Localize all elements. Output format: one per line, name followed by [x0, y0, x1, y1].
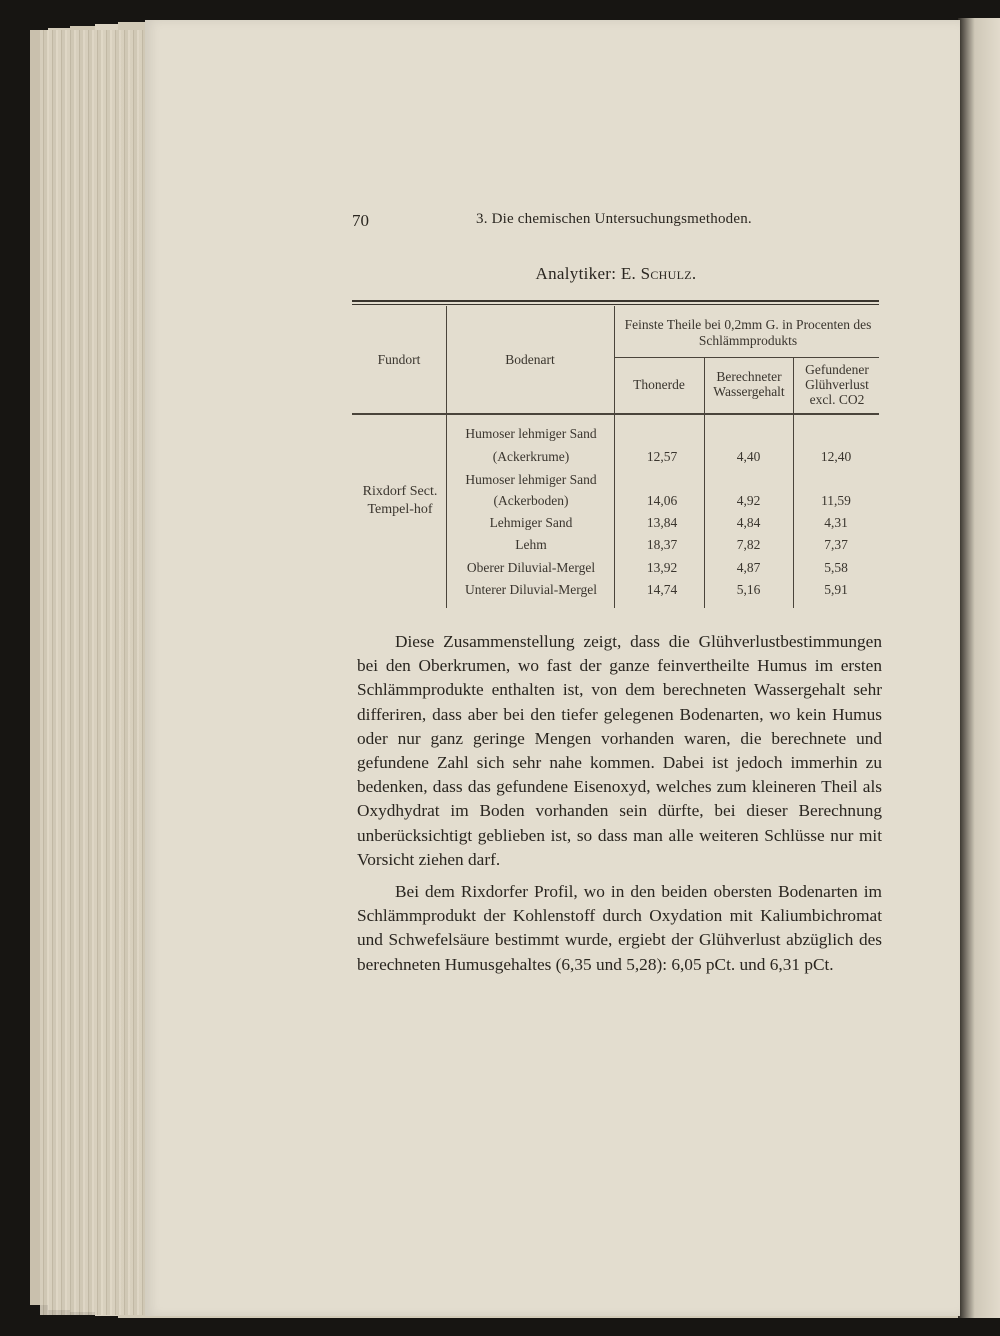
row5-gluehverlust: 5,58 [824, 560, 848, 575]
row5-thonerde: 13,92 [646, 560, 678, 575]
row4-gluehverlust: 7,37 [824, 537, 848, 552]
row2-wasser: 4,92 [736, 493, 761, 508]
table-header-rule [352, 413, 879, 415]
row4-thonerde: 18,37 [646, 537, 678, 552]
row1-wasser: 4,40 [736, 449, 761, 464]
running-title: 3. Die chemischen Untersuchungsmethoden. [476, 211, 752, 227]
th-gluehverlust: Gefundener Glühverlust excl. CO2 [805, 362, 869, 407]
row3-bodenart: Lehmiger Sand [489, 515, 573, 530]
row2-bodenart-2: (Ackerboden) [493, 493, 569, 508]
row4-bodenart: Lehm [515, 537, 547, 552]
th-group-text: Feinste Theile bei 0,2mm G. in Procenten des Schlämmprodukts [624, 317, 872, 348]
analyst-label: Analytiker: [535, 264, 617, 283]
page-number: 70 [352, 211, 369, 230]
table-subheader-rule [614, 357, 879, 358]
row6-gluehverlust: 5,91 [824, 582, 848, 597]
row2-thonerde: 14,06 [646, 493, 678, 508]
row3-wasser: 4,84 [736, 515, 761, 530]
paragraph-1: Diese Zusammenstellung zeigt, dass die Glühverlustbestimmungen bei den Oberkrumen, wo fast der ganze feinvertheilte Humus im ersten Schlämmprodukte enthalten ist, von dem berechneten Wassergehalt sehr differiren, dass aber bei den tiefer gelegenen Bodenarten, wo kein Humus oder nur ganz geringe Mengen vorhanden waren, die berechnete und gefundene Zahl sich sehr nahe kommen. Dabei ist jedoch immerhin zu bedenken, dass das gefundene Eisenoxyd, welches zum kleineren Theil als Oxydhydrat im Boden vorhanden sein dürfte, bei dieser Berechnung unberücksichtigt geblieben ist, so dass man alle weiteren Schlüsse nur mit Vorsicht ziehen darf. [357, 632, 882, 869]
table-top-rule [352, 300, 879, 305]
th-group [618, 317, 878, 349]
row3-thonerde: 13,84 [646, 515, 678, 530]
page-stack-edges [40, 30, 150, 1315]
th-fundort: Fundort [377, 352, 421, 367]
body-text [357, 630, 882, 977]
row6-thonerde: 14,74 [646, 582, 678, 597]
row3-gluehverlust: 4,31 [824, 515, 848, 530]
row2-bodenart-1: Humoser lehmiger Sand [465, 472, 597, 487]
th-thonerde: Thonerde [633, 377, 685, 392]
analyst-heading [352, 264, 880, 284]
row1-thonerde: 12,57 [646, 449, 678, 464]
th-wasser: Berechneter Wassergehalt [713, 369, 785, 399]
facing-page-edge [958, 18, 1000, 1318]
row4-wasser: 7,82 [736, 537, 761, 552]
row6-bodenart: Unterer Diluvial-Mergel [464, 582, 598, 597]
paragraph-2: Bei dem Rixdorfer Profil, wo in den beiden obersten Bodenarten im Schlämmprodukt der Kohlenstoff durch Oxydation mit Kaliumbichromat und Schwefelsäure bestimmt wurde, ergiebt der Glühverlust abzüglich des berechneten Humusgehaltes (6,35 und 5,28): 6,05 pCt. und 6,31 pCt. [357, 882, 882, 974]
row1-bodenart-1: Humoser lehmiger Sand [465, 426, 597, 441]
th-bodenart: Bodenart [505, 352, 555, 367]
row1-bodenart-2: (Ackerkrume) [492, 449, 570, 464]
row1-gluehverlust: 12,40 [820, 449, 852, 464]
fundort-cell: Rixdorf Sect. Tempel-hof [362, 484, 438, 517]
row5-bodenart: Oberer Diluvial-Mergel [466, 560, 596, 575]
table-vline-1b [446, 415, 447, 608]
row5-wasser: 4,87 [736, 560, 761, 575]
analyst-name: E. Schulz. [620, 264, 697, 283]
row6-wasser: 5,16 [736, 582, 761, 597]
row2-gluehverlust: 11,59 [821, 493, 851, 508]
